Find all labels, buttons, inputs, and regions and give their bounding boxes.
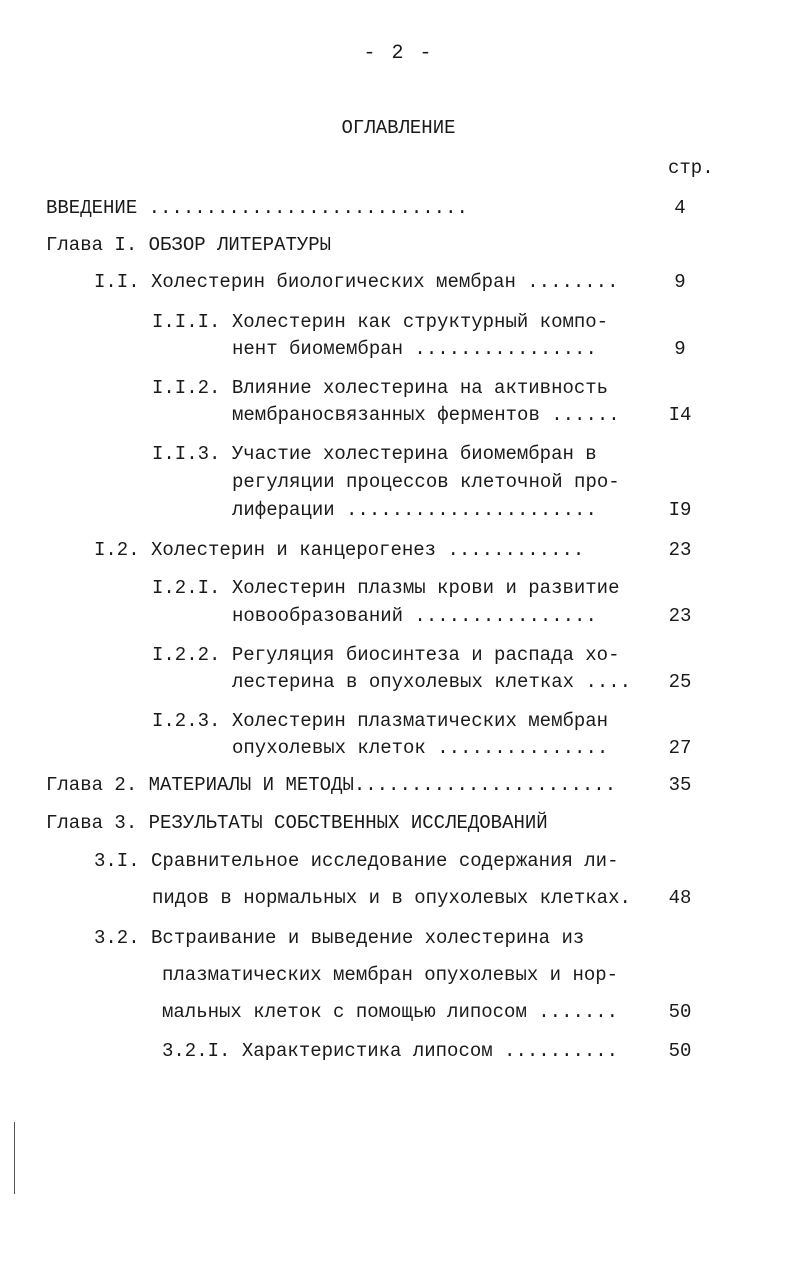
toc-section-3-2-line2: плазматических мембран опухолевых и нор- [162,964,619,986]
toc-entry-introduction: ВВЕДЕНИЕ ............................ [46,197,468,219]
toc-chapter-1: Глава I. ОБЗОР ЛИТЕРАТУРЫ [46,234,332,256]
toc-page-1-2-3: 27 [668,737,692,759]
toc-section-3-1-line1: 3.I. Сравнительное исследование содержания ли- [94,850,619,872]
toc-subsection-1-1-3-line3: лиферации ...................... [232,499,597,521]
toc-section-3-2-line1: 3.2. Встраивание и выведение холестерина из [94,927,585,949]
toc-subsection-1-2-3-line2: опухолевых клеток ............... [232,737,609,759]
toc-subsection-1-1-1-line2: нент биомембран ................ [232,338,597,360]
toc-subsection-1-2-1-line1: I.2.I. Холестерин плазмы крови и развитие [152,577,620,599]
toc-page-1-2: 23 [668,539,692,561]
toc-page-chapter-2: 35 [668,774,692,796]
toc-subsection-3-2-1: 3.2.I. Характеристика липосом .......... [162,1040,619,1062]
page-number: - 2 - [363,42,434,65]
toc-subsection-1-1-2-line2: мембраносвязанных ферментов ...... [232,404,620,426]
toc-page-1-2-2: 25 [668,671,692,693]
toc-page-3-2: 50 [668,1001,692,1023]
toc-subsection-1-2-3-line1: I.2.3. Холестерин плазматических мембран [152,710,609,732]
toc-page-1-1: 9 [674,271,686,293]
toc-subsection-1-1-2-line1: I.I.2. Влияние холестерина на активность [152,377,609,399]
toc-subsection-1-1-3-line1: I.I.3. Участие холестерина биомембран в [152,443,597,465]
toc-section-3-2-line3: мальных клеток с помощью липосом ....... [162,1001,619,1023]
toc-subsection-1-2-2-line2: лестерина в опухолевых клетках .... [232,671,632,693]
toc-page-3-2-1: 50 [668,1040,692,1062]
toc-section-3-1-line2: пидов в нормальных и в опухолевых клетках. [152,887,631,909]
toc-subsection-1-1-1-line1: I.I.I. Холестерин как структурный компо- [152,311,609,333]
toc-subsection-1-2-1-line2: новообразований ................ [232,605,597,627]
toc-chapter-2: Глава 2. МАТЕРИАЛЫ И МЕТОДЫ....................... [46,774,617,796]
toc-page-1-1-3: I9 [668,499,692,521]
toc-page-1-1-2: I4 [668,404,692,426]
toc-page-introduction: 4 [674,197,686,219]
scan-margin-mark [14,1122,15,1194]
toc-page-1-1-1: 9 [674,338,686,360]
toc-chapter-3: Глава 3. РЕЗУЛЬТАТЫ СОБСТВЕННЫХ ИССЛЕДОВАНИЙ [46,812,548,834]
toc-section-1-1: I.I. Холестерин биологических мембран ........ [94,271,619,293]
toc-subsection-1-2-2-line1: I.2.2. Регуляция биосинтеза и распада хо- [152,644,620,666]
toc-section-1-2: I.2. Холестерин и канцерогенез ............ [94,539,585,561]
toc-heading: ОГЛАВЛЕНИЕ [341,117,456,139]
page-column-label: стр. [668,157,714,179]
toc-page-1-2-1: 23 [668,605,692,627]
toc-page-3-1: 48 [668,887,692,909]
toc-subsection-1-1-3-line2: регуляции процессов клеточной про- [232,471,620,493]
